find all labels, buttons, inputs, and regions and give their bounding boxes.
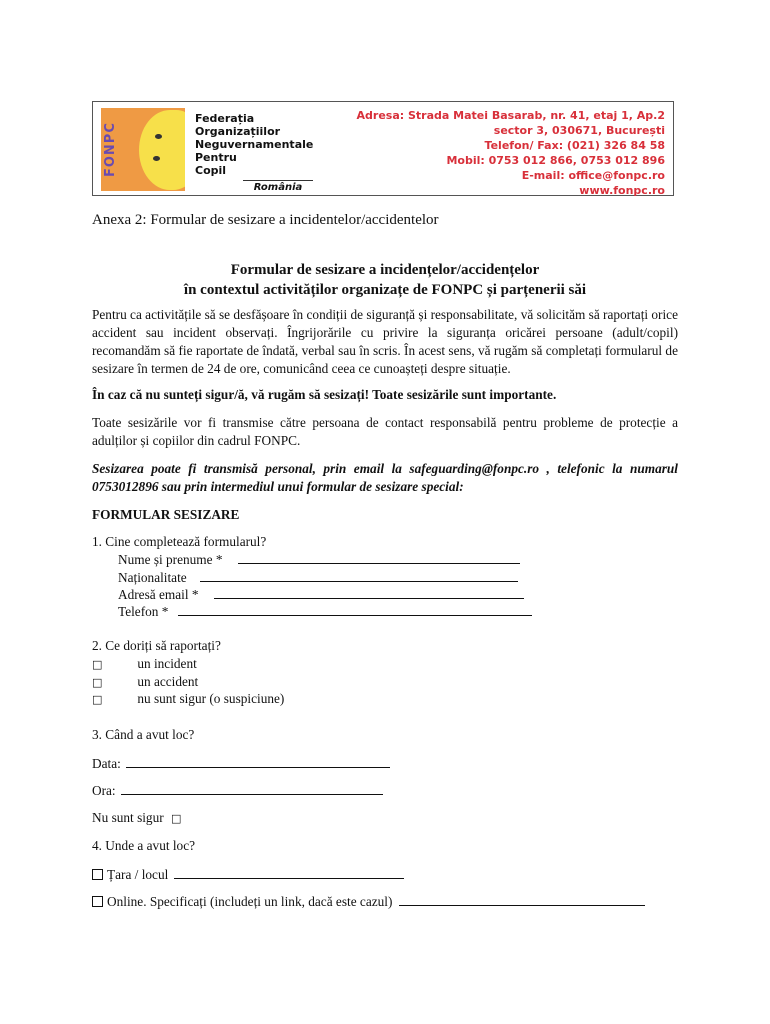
- field-email[interactable]: [118, 586, 524, 603]
- intro-paragraph: Pentru ca activitățile să se desfășoare în condiții de siguranță și responsabilitate, vă solicităm să raportați orice accident sau incident observați. Îngrijorările cu privire la siguranța oricărei persoane (adult/copil) recomandăm să fie raportate de îndată, verbal sau în scris. În acest sens, vă rugăm să completați formularul de sesizare în termen de 24 de ore, comunicând ceea ce cunoașteți despre situație.: [92, 307, 678, 376]
- notice-bold: În caz că nu sunteți sigur/ă, vă rugăm să sesizați! Toate sesizările sunt importante.: [92, 387, 557, 402]
- question-1: 1. Cine completează formularul?: [92, 534, 267, 549]
- option-label: nu sunt sigur (o suspiciune): [137, 691, 285, 706]
- option-accident[interactable]: [92, 674, 198, 690]
- option-label: un accident: [137, 674, 199, 689]
- date-label: Data:: [92, 756, 121, 771]
- option-incident[interactable]: [92, 656, 197, 672]
- logo-face-shape: [139, 110, 185, 190]
- org-country: România: [243, 180, 313, 193]
- org-line: Copil: [195, 164, 227, 177]
- org-line: Organizațiilor: [195, 125, 281, 138]
- organization-name: [195, 112, 313, 177]
- option-unsure[interactable]: [92, 691, 284, 707]
- logo-eye-icon: [155, 134, 162, 139]
- field-label: Adresă email *: [118, 587, 199, 602]
- contact-website: www.fonpc.ro: [579, 184, 665, 197]
- country-label: Țara / locul: [107, 867, 169, 882]
- field-label: Nume și prenume *: [118, 552, 223, 567]
- field-date[interactable]: [92, 755, 390, 772]
- annex-title: Anexa 2: Formular de sesizare a incidentelor/accidentelor: [92, 212, 439, 228]
- checkbox-icon[interactable]: [92, 869, 103, 880]
- question-4: 4. Unde a avut loc?: [92, 838, 196, 853]
- contact-address: Adresa: Strada Matei Basarab, nr. 41, etaj 1, Ap.2: [356, 109, 665, 122]
- missing-glyph-icon[interactable]: □: [171, 812, 182, 825]
- phone-blank[interactable]: [178, 603, 532, 616]
- form-title-line1: Formular de sesizare a incidențelor/accidențelor: [230, 262, 540, 278]
- unsure-label: Nu sunt sigur: [92, 810, 164, 825]
- time-label: Ora:: [92, 783, 116, 798]
- field-full-name[interactable]: [118, 551, 520, 568]
- online-label: Online. Specificați (includeți un link, dacă este cazul): [107, 894, 393, 909]
- logo-text: FONPC: [103, 122, 118, 178]
- date-blank[interactable]: [126, 755, 390, 768]
- field-country-place[interactable]: [92, 866, 404, 883]
- fonpc-logo: [101, 108, 185, 191]
- field-time[interactable]: [92, 782, 383, 799]
- checkbox-icon[interactable]: [92, 896, 103, 907]
- missing-glyph-icon[interactable]: □: [92, 693, 103, 706]
- org-line: Neguvernamentale: [195, 138, 314, 151]
- option-label: un incident: [137, 656, 197, 671]
- email-blank[interactable]: [214, 586, 524, 599]
- field-nationality[interactable]: [118, 569, 518, 586]
- form-heading: FORMULAR SESIZARE: [92, 507, 240, 522]
- online-blank[interactable]: [399, 893, 645, 906]
- transmission-note: Sesizarea poate fi transmisă personal, prin email la safeguarding@fonpc.ro , telefonic la numarul 0753012896 sau prin intermediul unui formular de sesizare special:: [92, 461, 678, 494]
- question-3: 3. Când a avut loc?: [92, 727, 195, 742]
- question-2: 2. Ce doriți să raportați?: [92, 638, 221, 653]
- field-label: Naționalitate: [118, 570, 187, 585]
- nationality-blank[interactable]: [200, 569, 518, 582]
- letterhead: [92, 101, 674, 196]
- unsure-when[interactable]: [92, 810, 181, 826]
- contact-mobile: Mobil: 0753 012 866, 0753 012 896: [446, 154, 665, 167]
- org-line: Pentru: [195, 151, 237, 164]
- field-online[interactable]: [92, 893, 645, 910]
- missing-glyph-icon[interactable]: □: [92, 658, 103, 671]
- country-blank[interactable]: [174, 866, 404, 879]
- field-phone[interactable]: [118, 603, 532, 620]
- field-label: Telefon *: [118, 604, 169, 619]
- routing-paragraph: Toate sesizările vor fi transmise către persoana de contact responsabilă pentru probleme de protecție a adulților și copiilor din cadrul FONPC.: [92, 415, 678, 448]
- time-blank[interactable]: [121, 782, 383, 795]
- form-title-line2: în contextul activităților organizațe de FONPC și parțenerii săi: [183, 282, 587, 298]
- missing-glyph-icon[interactable]: □: [92, 676, 103, 689]
- contact-email: E-mail: office@fonpc.ro: [521, 169, 665, 182]
- contact-phone-fax: Telefon/ Fax: (021) 326 84 58: [484, 139, 665, 152]
- contact-block: [357, 108, 665, 198]
- logo-eye-icon: [153, 156, 160, 161]
- full-name-blank[interactable]: [238, 551, 520, 564]
- org-line: Federația: [195, 112, 255, 125]
- contact-sector: sector 3, 030671, București: [493, 124, 665, 137]
